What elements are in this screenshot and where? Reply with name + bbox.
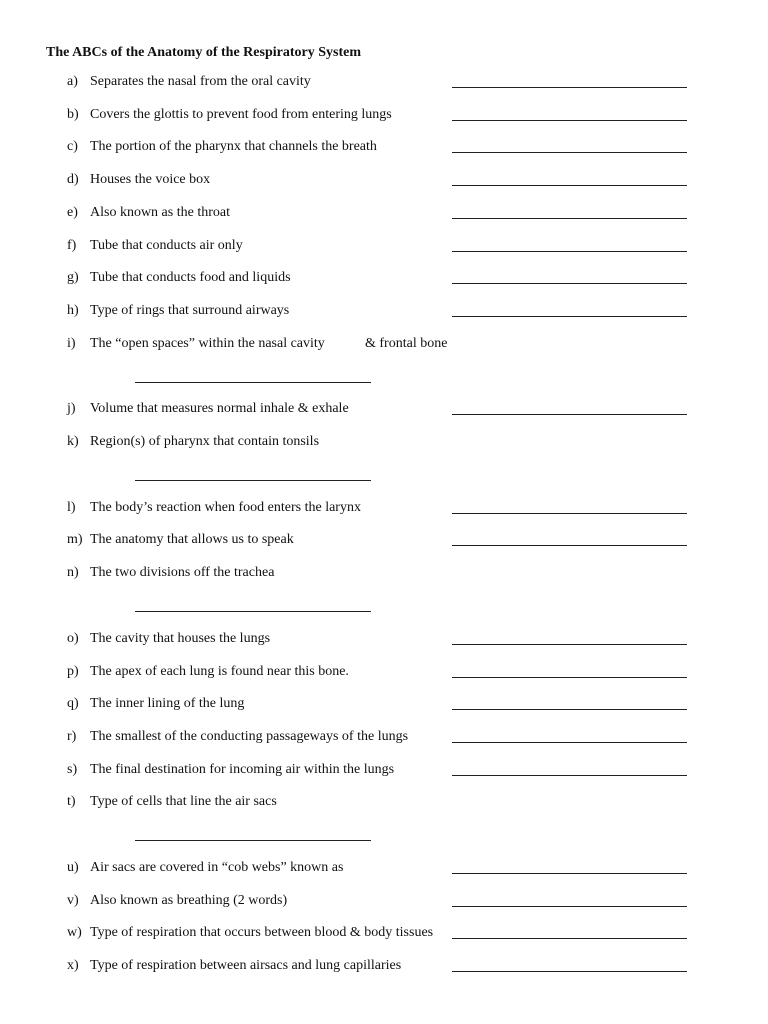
question-text: The apex of each lung is found near this bone. — [90, 663, 349, 679]
answer-line[interactable] — [452, 971, 687, 972]
answer-line[interactable] — [452, 545, 687, 546]
question-item — [0, 532, 768, 552]
answer-line[interactable] — [452, 677, 687, 678]
question-text: Also known as the throat — [90, 204, 230, 220]
answer-line[interactable] — [452, 316, 687, 317]
answer-line[interactable] — [452, 709, 687, 710]
question-extra-text: & frontal bone — [365, 335, 448, 351]
question-item — [0, 336, 768, 356]
question-item — [0, 205, 768, 225]
question-text: Volume that measures normal inhale & exhale — [90, 401, 349, 417]
question-text: Separates the nasal from the oral cavity — [90, 74, 311, 89]
question-text: Tube that conducts air only — [90, 237, 243, 253]
question-letter: f) — [67, 237, 77, 253]
question-item — [0, 893, 768, 913]
question-item — [0, 401, 768, 421]
question-item — [0, 434, 768, 454]
question-letter: w) — [67, 925, 82, 941]
question-text: Type of respiration between airsacs and lung capillaries — [90, 958, 402, 974]
question-letter: g) — [67, 270, 79, 286]
question-letter: l) — [67, 499, 76, 515]
answer-line[interactable] — [452, 87, 687, 88]
question-item — [0, 107, 768, 127]
question-letter: c) — [67, 139, 78, 155]
question-item — [0, 696, 768, 716]
question-text: Type of respiration that occurs between blood & body tissues — [90, 925, 434, 941]
question-letter: v) — [67, 892, 79, 908]
answer-line[interactable] — [452, 644, 687, 645]
question-item — [0, 762, 768, 782]
question-letter: q) — [67, 696, 79, 712]
question-letter: h) — [67, 302, 79, 318]
question-letter: m) — [67, 532, 83, 548]
question-letter: k) — [67, 434, 79, 449]
answer-line[interactable] — [135, 480, 371, 481]
worksheet-title: The ABCs of the Anatomy of the Respiratory System — [46, 45, 361, 60]
answer-line[interactable] — [452, 873, 687, 874]
question-text: The final destination for incoming air within the lungs — [90, 761, 395, 777]
question-letter: u) — [67, 860, 79, 875]
question-item — [0, 958, 768, 978]
question-item — [0, 664, 768, 684]
answer-line[interactable] — [452, 251, 687, 252]
answer-line[interactable] — [452, 414, 687, 415]
question-item — [0, 270, 768, 290]
question-letter: d) — [67, 172, 79, 188]
question-letter: a) — [67, 74, 78, 89]
question-item — [0, 238, 768, 258]
question-item — [0, 139, 768, 159]
question-text: The two divisions off the trachea — [90, 565, 275, 581]
question-text: Tube that conducts food and liquids — [90, 270, 291, 286]
question-item — [0, 303, 768, 323]
answer-line[interactable] — [452, 218, 687, 219]
answer-line[interactable] — [452, 120, 687, 121]
answer-line[interactable] — [452, 513, 687, 514]
question-text: Air sacs are covered in “cob webs” known as — [90, 860, 344, 875]
question-text: Type of cells that line the air sacs — [90, 794, 277, 810]
question-item — [0, 860, 768, 880]
answer-line[interactable] — [452, 775, 687, 776]
question-text: The cavity that houses the lungs — [90, 630, 271, 646]
question-text: Also known as breathing (2 words) — [90, 892, 288, 908]
question-letter: x) — [67, 958, 79, 974]
answer-line[interactable] — [452, 185, 687, 186]
question-item — [0, 729, 768, 749]
answer-line[interactable] — [452, 742, 687, 743]
question-text: The body’s reaction when food enters the larynx — [90, 499, 361, 515]
question-letter: r) — [67, 728, 77, 744]
question-item — [0, 172, 768, 192]
question-letter: j) — [67, 401, 76, 417]
question-letter: i) — [67, 335, 76, 351]
question-item — [0, 631, 768, 651]
question-item — [0, 500, 768, 520]
question-text: Type of rings that surround airways — [90, 302, 290, 318]
answer-line[interactable] — [135, 840, 371, 841]
answer-line[interactable] — [452, 938, 687, 939]
question-text: The inner lining of the lung — [90, 696, 245, 712]
question-item — [0, 925, 768, 945]
question-text: The anatomy that allows us to speak — [90, 532, 294, 548]
question-text: The smallest of the conducting passageways of the lungs — [90, 728, 409, 744]
answer-line[interactable] — [452, 283, 687, 284]
question-text: The “open spaces” within the nasal cavity — [90, 335, 325, 351]
answer-line[interactable] — [452, 906, 687, 907]
question-letter: n) — [67, 565, 79, 581]
question-item — [0, 794, 768, 814]
question-item — [0, 565, 768, 585]
question-letter: e) — [67, 204, 78, 220]
answer-line[interactable] — [452, 152, 687, 153]
question-letter: p) — [67, 663, 79, 679]
question-letter: o) — [67, 630, 79, 646]
question-text: Houses the voice box — [90, 172, 211, 188]
question-letter: t) — [67, 794, 76, 810]
question-letter: b) — [67, 106, 79, 122]
question-text: The portion of the pharynx that channels the breath — [90, 139, 377, 155]
question-letter: s) — [67, 761, 78, 777]
question-text: Region(s) of pharynx that contain tonsils — [90, 434, 320, 449]
answer-line[interactable] — [135, 611, 371, 612]
answer-line[interactable] — [135, 382, 371, 383]
question-text: Covers the glottis to prevent food from entering lungs — [90, 106, 392, 122]
question-item — [0, 74, 768, 94]
